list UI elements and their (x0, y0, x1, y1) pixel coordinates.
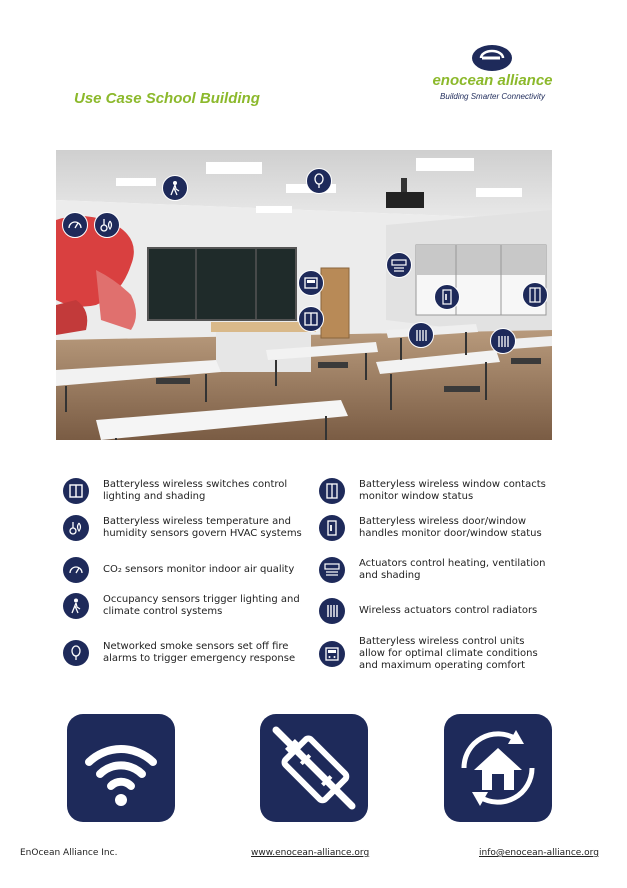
pin-window-handle (434, 284, 460, 310)
smart-home-cycle-icon (444, 714, 552, 822)
window-switch-icon (63, 478, 89, 504)
footer-website-link[interactable]: www.enocean-alliance.org (251, 848, 370, 858)
pin-smoke-sensor (306, 168, 332, 194)
pin-occupancy (162, 175, 188, 201)
legend-item-smoke (63, 640, 303, 666)
logo-tagline: Building Smarter Connectivity (440, 92, 545, 101)
legend-item-window-handles (319, 515, 549, 541)
footer-email-link[interactable]: info@enocean-alliance.org (479, 848, 599, 858)
pin-control-unit (298, 270, 324, 296)
legend-text: CO₂ sensors monitor indoor air quality (103, 564, 295, 575)
legend-text: Occupancy sensors trigger lighting and climate control systems (103, 594, 300, 617)
legend-item-co2 (63, 557, 303, 583)
legend-text: Batteryless wireless temperature and humidity sensors govern HVAC systems (103, 516, 302, 539)
legend-item-switches (63, 478, 303, 504)
page-title: Use Case School Building (74, 90, 260, 107)
legend-item-temperature (63, 515, 303, 541)
legend-item-actuators (319, 557, 549, 583)
temperature-humidity-icon (63, 515, 89, 541)
window-handle-icon (319, 515, 345, 541)
logo-name: enocean alliance (432, 72, 553, 89)
co2-gauge-icon (63, 557, 89, 583)
logo-mark-icon (425, 44, 560, 74)
occupancy-person-icon (63, 593, 89, 619)
radiator-actuator-icon (319, 598, 345, 624)
smoke-sensor-icon (63, 640, 89, 666)
pin-window-contact (522, 282, 548, 308)
pin-co2 (62, 212, 88, 238)
classroom-illustration (56, 150, 552, 440)
footer-company: EnOcean Alliance Inc. (20, 848, 118, 858)
legend-item-radiators (319, 598, 549, 624)
wireless-signal-icon (67, 714, 175, 822)
legend-item-window-contacts (319, 478, 549, 504)
legend-item-control-units (319, 636, 549, 672)
legend-text: Batteryless wireless switches control lighting and shading (103, 479, 288, 502)
enocean-logo (425, 44, 560, 106)
legend-text: Batteryless wireless window contacts monitor window status (359, 479, 546, 502)
pin-radiator-1 (408, 322, 434, 348)
no-battery-icon (260, 714, 368, 822)
hvac-actuator-icon (319, 557, 345, 583)
legend-text: Batteryless wireless control units allow for optimal climate conditions and maximum operating comfort (359, 636, 538, 671)
legend-text: Actuators control heating, ventilation and shading (359, 558, 546, 581)
legend-text: Batteryless wireless door/window handles monitor door/window status (359, 516, 542, 539)
legend-text: Networked smoke sensors set off fire alarms to trigger emergency response (103, 641, 296, 664)
pin-radiator-2 (490, 328, 516, 354)
window-contact-icon (319, 478, 345, 504)
pin-hvac-actuator (386, 252, 412, 278)
legend-text: Wireless actuators control radiators (359, 605, 538, 616)
pin-light-switch (298, 306, 324, 332)
control-unit-icon (319, 641, 345, 667)
pin-temperature (94, 212, 120, 238)
legend-item-occupancy (63, 593, 303, 619)
